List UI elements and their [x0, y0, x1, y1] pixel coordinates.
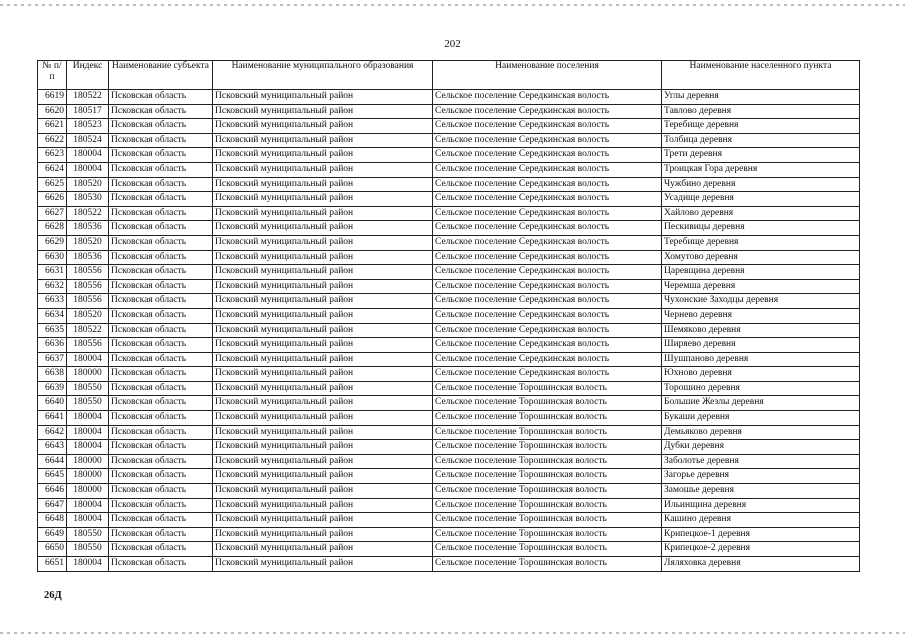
postal-index-cell: 180530: [67, 192, 109, 207]
table-row: [38, 308, 860, 323]
municipality-cell: Псковский муниципальный район: [213, 498, 433, 513]
locality-cell: Дубки деревня: [662, 440, 860, 455]
page-number: 202: [444, 38, 461, 50]
postal-index-cell: 180004: [67, 411, 109, 426]
subject-cell: Псковская область: [109, 454, 213, 469]
table-row: [38, 265, 860, 280]
locality-cell: Троицкая Гора деревня: [662, 162, 860, 177]
subject-cell: Псковская область: [109, 484, 213, 499]
municipality-cell: Псковский муниципальный район: [213, 425, 433, 440]
row-number-cell: 6625: [38, 177, 67, 192]
subject-cell: Псковская область: [109, 104, 213, 119]
locality-cell: Крипецкое-1 деревня: [662, 527, 860, 542]
table-row: [38, 323, 860, 338]
subject-cell: Псковская область: [109, 250, 213, 265]
settlement-cell: Сельское поселение Середкинская волость: [433, 352, 662, 367]
subject-cell: Псковская область: [109, 221, 213, 236]
subject-cell: Псковская область: [109, 192, 213, 207]
settlements-table: [37, 60, 860, 572]
row-number-cell: 6643: [38, 440, 67, 455]
row-number-cell: 6637: [38, 352, 67, 367]
subject-cell: Псковская область: [109, 323, 213, 338]
settlement-cell: Сельское поселение Середкинская волость: [433, 162, 662, 177]
subject-cell: Псковская область: [109, 469, 213, 484]
table-row: [38, 338, 860, 353]
table-row: [38, 119, 860, 134]
municipality-cell: Псковский муниципальный район: [213, 279, 433, 294]
settlement-cell: Сельское поселение Середкинская волость: [433, 119, 662, 134]
settlement-cell: Сельское поселение Торошинская волость: [433, 557, 662, 572]
settlement-cell: Сельское поселение Торошинская волость: [433, 381, 662, 396]
municipality-cell: Псковский муниципальный район: [213, 381, 433, 396]
footer-code: 26Д: [44, 590, 62, 601]
municipality-cell: Псковский муниципальный район: [213, 206, 433, 221]
municipality-cell: Псковский муниципальный район: [213, 133, 433, 148]
scan-noise-bottom: [0, 632, 905, 634]
subject-cell: Псковская область: [109, 338, 213, 353]
municipality-cell: Псковский муниципальный район: [213, 162, 433, 177]
postal-index-cell: 180004: [67, 498, 109, 513]
row-number-cell: 6633: [38, 294, 67, 309]
row-number-cell: 6626: [38, 192, 67, 207]
municipality-cell: Псковский муниципальный район: [213, 90, 433, 105]
subject-cell: Псковская область: [109, 265, 213, 280]
settlement-cell: Сельское поселение Середкинская волость: [433, 367, 662, 382]
municipality-cell: Псковский муниципальный район: [213, 177, 433, 192]
settlement-cell: Сельское поселение Торошинская волость: [433, 396, 662, 411]
locality-cell: Углы деревня: [662, 90, 860, 105]
municipality-cell: Псковский муниципальный район: [213, 308, 433, 323]
table-row: [38, 411, 860, 426]
row-number-cell: 6620: [38, 104, 67, 119]
postal-index-cell: 180004: [67, 557, 109, 572]
table-row: [38, 90, 860, 105]
row-number-cell: 6645: [38, 469, 67, 484]
municipality-cell: Псковский муниципальный район: [213, 542, 433, 557]
settlement-cell: Сельское поселение Торошинская волость: [433, 542, 662, 557]
postal-index-cell: 180556: [67, 279, 109, 294]
postal-index-cell: 180004: [67, 440, 109, 455]
postal-index-cell: 180004: [67, 425, 109, 440]
row-number-cell: 6639: [38, 381, 67, 396]
table-row: [38, 279, 860, 294]
locality-cell: Демьяково деревня: [662, 425, 860, 440]
municipality-cell: Псковский муниципальный район: [213, 265, 433, 280]
table-row: [38, 542, 860, 557]
settlement-cell: Сельское поселение Торошинская волость: [433, 440, 662, 455]
postal-index-cell: 180524: [67, 133, 109, 148]
subject-cell: Псковская область: [109, 542, 213, 557]
municipality-cell: Псковский муниципальный район: [213, 411, 433, 426]
row-number-cell: 6638: [38, 367, 67, 382]
locality-cell: Чужбино деревня: [662, 177, 860, 192]
postal-index-cell: 180004: [67, 513, 109, 528]
row-number-cell: 6622: [38, 133, 67, 148]
table-row: [38, 396, 860, 411]
settlement-cell: Сельское поселение Середкинская волость: [433, 192, 662, 207]
col-header-index: Индекс: [67, 61, 109, 90]
row-number-cell: 6640: [38, 396, 67, 411]
settlement-cell: Сельское поселение Середкинская волость: [433, 90, 662, 105]
table-row: [38, 381, 860, 396]
settlement-cell: Сельское поселение Середкинская волость: [433, 250, 662, 265]
settlement-cell: Сельское поселение Середкинская волость: [433, 221, 662, 236]
settlement-cell: Сельское поселение Середкинская волость: [433, 338, 662, 353]
postal-index-cell: 180536: [67, 250, 109, 265]
col-header-locality: Наименование населенного пункта: [662, 61, 860, 90]
row-number-cell: 6632: [38, 279, 67, 294]
table-row: [38, 425, 860, 440]
municipality-cell: Псковский муниципальный район: [213, 557, 433, 572]
table-row: [38, 484, 860, 499]
row-number-cell: 6623: [38, 148, 67, 163]
header-row: [38, 61, 860, 90]
row-number-cell: 6631: [38, 265, 67, 280]
locality-cell: Теребище деревня: [662, 119, 860, 134]
settlement-cell: Сельское поселение Торошинская волость: [433, 454, 662, 469]
settlement-cell: Сельское поселение Середкинская волость: [433, 265, 662, 280]
postal-index-cell: 180522: [67, 323, 109, 338]
postal-index-cell: 180000: [67, 484, 109, 499]
settlement-cell: Сельское поселение Середкинская волость: [433, 308, 662, 323]
subject-cell: Псковская область: [109, 119, 213, 134]
subject-cell: Псковская область: [109, 513, 213, 528]
subject-cell: Псковская область: [109, 90, 213, 105]
table-row: [38, 250, 860, 265]
municipality-cell: Псковский муниципальный район: [213, 367, 433, 382]
locality-cell: Пескивицы деревня: [662, 221, 860, 236]
locality-cell: Усадище деревня: [662, 192, 860, 207]
row-number-cell: 6642: [38, 425, 67, 440]
table-body: [38, 90, 860, 572]
postal-index-cell: 180550: [67, 381, 109, 396]
postal-index-cell: 180004: [67, 162, 109, 177]
table-row: [38, 440, 860, 455]
table-row: [38, 192, 860, 207]
locality-cell: Ширяево деревня: [662, 338, 860, 353]
locality-cell: Толбица деревня: [662, 133, 860, 148]
row-number-cell: 6635: [38, 323, 67, 338]
settlement-cell: Сельское поселение Середкинская волость: [433, 133, 662, 148]
col-header-municipality: Наименование муниципального образования: [213, 61, 433, 90]
settlement-cell: Сельское поселение Середкинская волость: [433, 235, 662, 250]
municipality-cell: Псковский муниципальный район: [213, 484, 433, 499]
postal-index-cell: 180522: [67, 90, 109, 105]
table-row: [38, 367, 860, 382]
postal-index-cell: 180523: [67, 119, 109, 134]
subject-cell: Псковская область: [109, 498, 213, 513]
municipality-cell: Псковский муниципальный район: [213, 440, 433, 455]
locality-cell: Шемяково деревня: [662, 323, 860, 338]
table-row: [38, 104, 860, 119]
postal-index-cell: 180517: [67, 104, 109, 119]
settlement-cell: Сельское поселение Торошинская волость: [433, 425, 662, 440]
subject-cell: Псковская область: [109, 557, 213, 572]
settlement-cell: Сельское поселение Торошинская волость: [433, 527, 662, 542]
municipality-cell: Псковский муниципальный район: [213, 513, 433, 528]
row-number-cell: 6619: [38, 90, 67, 105]
locality-cell: Загорье деревня: [662, 469, 860, 484]
postal-index-cell: 180550: [67, 396, 109, 411]
row-number-cell: 6647: [38, 498, 67, 513]
postal-index-cell: 180520: [67, 308, 109, 323]
locality-cell: Заболотье деревня: [662, 454, 860, 469]
postal-index-cell: 180556: [67, 265, 109, 280]
locality-cell: Большие Жезлы деревня: [662, 396, 860, 411]
postal-index-cell: 180004: [67, 352, 109, 367]
municipality-cell: Псковский муниципальный район: [213, 104, 433, 119]
settlement-cell: Сельское поселение Середкинская волость: [433, 104, 662, 119]
settlement-cell: Сельское поселение Середкинская волость: [433, 206, 662, 221]
municipality-cell: Псковский муниципальный район: [213, 527, 433, 542]
postal-index-cell: 180550: [67, 527, 109, 542]
subject-cell: Псковская область: [109, 308, 213, 323]
settlement-cell: Сельское поселение Середкинская волость: [433, 323, 662, 338]
postal-index-cell: 180000: [67, 367, 109, 382]
row-number-cell: 6627: [38, 206, 67, 221]
table-row: [38, 148, 860, 163]
subject-cell: Псковская область: [109, 352, 213, 367]
settlement-cell: Сельское поселение Торошинская волость: [433, 498, 662, 513]
municipality-cell: Псковский муниципальный район: [213, 323, 433, 338]
scan-noise-top: [0, 4, 905, 6]
subject-cell: Псковская область: [109, 381, 213, 396]
settlement-cell: Сельское поселение Середкинская волость: [433, 294, 662, 309]
postal-index-cell: 180520: [67, 177, 109, 192]
locality-cell: Хайлово деревня: [662, 206, 860, 221]
row-number-cell: 6634: [38, 308, 67, 323]
settlement-cell: Сельское поселение Торошинская волость: [433, 484, 662, 499]
postal-index-cell: 180520: [67, 235, 109, 250]
subject-cell: Псковская область: [109, 411, 213, 426]
locality-cell: Чернево деревня: [662, 308, 860, 323]
postal-index-cell: 180536: [67, 221, 109, 236]
municipality-cell: Псковский муниципальный район: [213, 250, 433, 265]
col-header-number: № п/п: [38, 61, 67, 90]
table-row: [38, 527, 860, 542]
postal-index-cell: 180004: [67, 148, 109, 163]
settlement-cell: Сельское поселение Торошинская волость: [433, 411, 662, 426]
locality-cell: Чухонские Заходцы деревня: [662, 294, 860, 309]
subject-cell: Псковская область: [109, 279, 213, 294]
municipality-cell: Псковский муниципальный район: [213, 119, 433, 134]
locality-cell: Юхново деревня: [662, 367, 860, 382]
row-number-cell: 6636: [38, 338, 67, 353]
locality-cell: Царевщина деревня: [662, 265, 860, 280]
row-number-cell: 6650: [38, 542, 67, 557]
locality-cell: Теребище деревня: [662, 235, 860, 250]
municipality-cell: Псковский муниципальный район: [213, 221, 433, 236]
settlement-cell: Сельское поселение Торошинская волость: [433, 513, 662, 528]
locality-cell: Ильинщина деревня: [662, 498, 860, 513]
table-row: [38, 294, 860, 309]
row-number-cell: 6644: [38, 454, 67, 469]
postal-index-cell: 180522: [67, 206, 109, 221]
municipality-cell: Псковский муниципальный район: [213, 454, 433, 469]
row-number-cell: 6646: [38, 484, 67, 499]
col-header-settlement: Наименование поселения: [433, 61, 662, 90]
table-row: [38, 469, 860, 484]
table-row: [38, 352, 860, 367]
row-number-cell: 6630: [38, 250, 67, 265]
municipality-cell: Псковский муниципальный район: [213, 396, 433, 411]
row-number-cell: 6651: [38, 557, 67, 572]
subject-cell: Псковская область: [109, 162, 213, 177]
locality-cell: Тавлово деревня: [662, 104, 860, 119]
table-row: [38, 235, 860, 250]
locality-cell: Крипецкое-2 деревня: [662, 542, 860, 557]
subject-cell: Псковская область: [109, 367, 213, 382]
locality-cell: Трети деревня: [662, 148, 860, 163]
subject-cell: Псковская область: [109, 425, 213, 440]
row-number-cell: 6649: [38, 527, 67, 542]
municipality-cell: Псковский муниципальный район: [213, 235, 433, 250]
table-row: [38, 454, 860, 469]
municipality-cell: Псковский муниципальный район: [213, 338, 433, 353]
subject-cell: Псковская область: [109, 148, 213, 163]
col-header-subject: Наименование субъекта: [109, 61, 213, 90]
subject-cell: Псковская область: [109, 235, 213, 250]
subject-cell: Псковская область: [109, 294, 213, 309]
municipality-cell: Псковский муниципальный район: [213, 192, 433, 207]
locality-cell: Шушпаново деревня: [662, 352, 860, 367]
locality-cell: Букаши деревня: [662, 411, 860, 426]
postal-index-cell: 180000: [67, 454, 109, 469]
subject-cell: Псковская область: [109, 133, 213, 148]
postal-index-cell: 180556: [67, 294, 109, 309]
table-row: [38, 557, 860, 572]
postal-index-cell: 180000: [67, 469, 109, 484]
table-row: [38, 206, 860, 221]
municipality-cell: Псковский муниципальный район: [213, 352, 433, 367]
row-number-cell: 6648: [38, 513, 67, 528]
locality-cell: Хомутово деревня: [662, 250, 860, 265]
settlement-cell: Сельское поселение Середкинская волость: [433, 177, 662, 192]
row-number-cell: 6621: [38, 119, 67, 134]
table-row: [38, 513, 860, 528]
subject-cell: Псковская область: [109, 396, 213, 411]
table-row: [38, 177, 860, 192]
subject-cell: Псковская область: [109, 206, 213, 221]
locality-cell: Ляляховка деревня: [662, 557, 860, 572]
table-row: [38, 498, 860, 513]
row-number-cell: 6641: [38, 411, 67, 426]
municipality-cell: Псковский муниципальный район: [213, 294, 433, 309]
table-row: [38, 162, 860, 177]
postal-index-cell: 180556: [67, 338, 109, 353]
locality-cell: Торошино деревня: [662, 381, 860, 396]
table-header: [38, 61, 860, 90]
settlement-cell: Сельское поселение Середкинская волость: [433, 148, 662, 163]
table-row: [38, 133, 860, 148]
settlement-cell: Сельское поселение Торошинская волость: [433, 469, 662, 484]
row-number-cell: 6629: [38, 235, 67, 250]
postal-index-cell: 180550: [67, 542, 109, 557]
subject-cell: Псковская область: [109, 440, 213, 455]
table-row: [38, 221, 860, 236]
row-number-cell: 6628: [38, 221, 67, 236]
subject-cell: Псковская область: [109, 527, 213, 542]
subject-cell: Псковская область: [109, 177, 213, 192]
locality-cell: Кашино деревня: [662, 513, 860, 528]
row-number-cell: 6624: [38, 162, 67, 177]
locality-cell: Черемша деревня: [662, 279, 860, 294]
municipality-cell: Псковский муниципальный район: [213, 148, 433, 163]
municipality-cell: Псковский муниципальный район: [213, 469, 433, 484]
locality-cell: Замошье деревня: [662, 484, 860, 499]
settlement-cell: Сельское поселение Середкинская волость: [433, 279, 662, 294]
